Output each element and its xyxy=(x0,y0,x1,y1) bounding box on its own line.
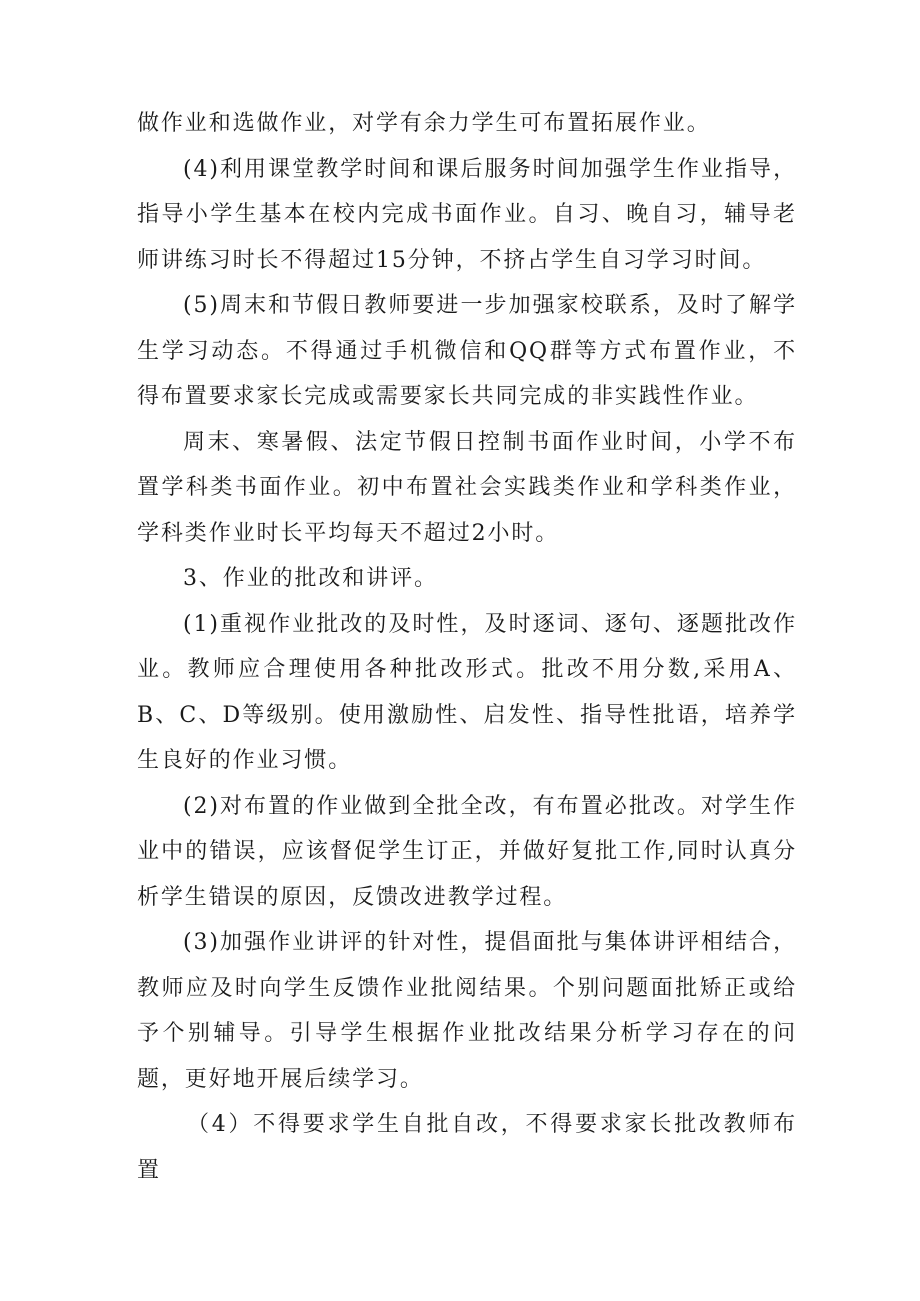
paragraph-grading-3: (3)加强作业讲评的针对性，提倡面批与集体讲评相结合，教师应及时向学生反馈作业批阅结果。个别问题面批矫正或给予个别辅导。引导学生根据作业批改结果分析学习存在的问题，更好地开展后续学习。 xyxy=(137,930,797,1092)
paragraph-grading-4: （4）不得要求学生自批自改，不得要求家长批改教师布置 xyxy=(137,1112,797,1183)
section-heading-3: 3、作业的批改和讲评。 xyxy=(183,566,438,591)
paragraph-continuation: 做作业和选做作业，对学有余力学生可布置拓展作业。 xyxy=(137,111,711,136)
paragraph-item-4: (4)利用课堂教学时间和课后服务时间加强学生作业指导，指导小学生基本在校内完成书面作业。自习、晚自习，辅导老师讲练习时长不得超过15分钟，不挤占学生自习学习时间。 xyxy=(137,156,797,273)
paragraph-item-5: (5)周末和节假日教师要进一步加强家校联系，及时了解学生学习动态。不得通过手机微信和QQ群等方式布置作业，不得布置要求家长完成或需要家长共同完成的非实践性作业。 xyxy=(137,293,797,409)
document-body xyxy=(137,101,797,1193)
paragraph-grading-2: (2)对布置的作业做到全批全改，有布置必批改。对学生作业中的错误，应该督促学生订正，并做好复批工作,同时认真分析学生错误的原因，反馈改进教学过程。 xyxy=(137,793,797,910)
paragraph-grading-1: (1)重视作业批改的及时性，及时逐词、逐句、逐题批改作业。教师应合理使用各种批改形式。批改不用分数,采用A、B、C、D等级别。使用激励性、启发性、指导性批语，培养学生良好的作业习惯。 xyxy=(137,611,797,773)
paragraph-holiday-homework: 周末、寒暑假、法定节假日控制书面作业时间，小学不布置学科类书面作业。初中布置社会实践类作业和学科类作业，学科类作业时长平均每天不超过2小时。 xyxy=(137,429,797,546)
